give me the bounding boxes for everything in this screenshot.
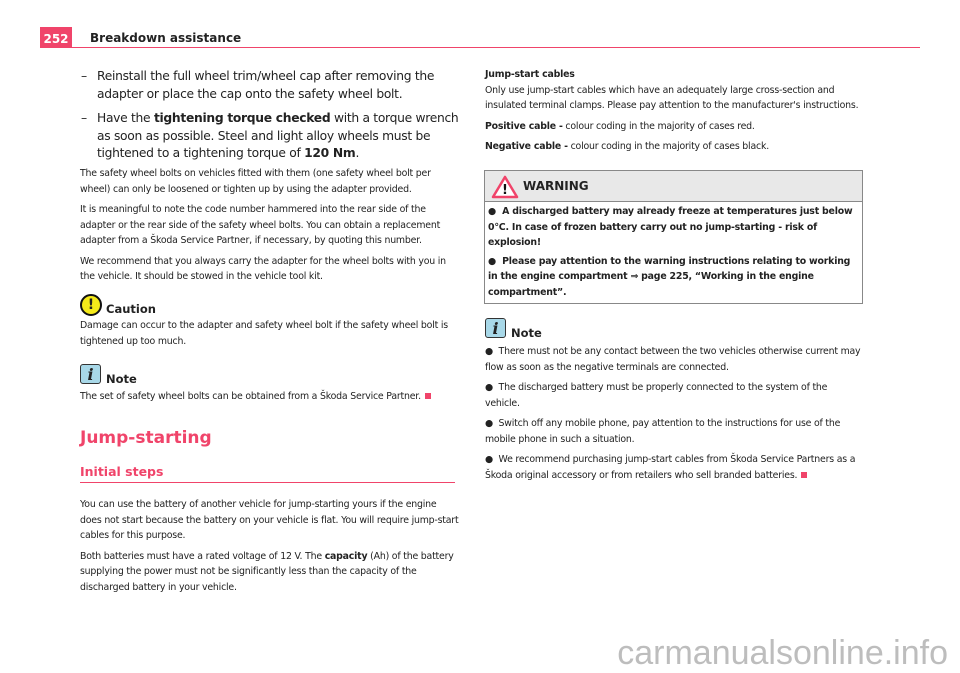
warning-text: Please pay attention to the warning instructions relating to working in the engine compartment (488, 255, 851, 282)
dash: – (81, 111, 87, 125)
end-mark (801, 472, 807, 478)
bullet-text: There must not be any contact between the two vehicles otherwise current may flow as soon as the negative terminals are connected. (485, 346, 861, 373)
paragraph: You can use the battery of another vehicle for jump-starting yours if the engine does not start because the battery on your vehicle is flat. You will require jump-start cables for this purpose. (80, 499, 459, 541)
bullet: ● (488, 255, 496, 267)
note-title: Note (106, 372, 137, 386)
right-lower-column (484, 170, 863, 488)
negative-label: Negative cable - (485, 141, 568, 152)
step-bold: tightening torque checked (153, 111, 331, 125)
list-item (485, 416, 863, 447)
warning-box (484, 170, 863, 304)
step-text: with a torque wrench as soon as possible. Steel and light alloy wheels must be tightened to a tightening torque of (97, 111, 459, 160)
bullet: ● (488, 206, 496, 217)
watermark: carmanualsonline.info (617, 634, 948, 672)
bullet: ● (485, 418, 493, 429)
bullet-text: The discharged battery must be properly connected to the system of the vehicle. (485, 382, 828, 409)
paragraph: We recommend that you always carry the adapter for the wheel bolts with you in the vehicle. It should be stowed in the vehicle tool kit. (80, 255, 446, 282)
bullet: ● (485, 346, 493, 357)
bold-term: capacity (324, 550, 368, 562)
note-bullets (484, 344, 863, 483)
step-item (81, 68, 462, 103)
positive-label: Positive cable - (485, 120, 563, 132)
step-text: Have the (97, 111, 154, 125)
step-text: Reinstall the full wheel trim/wheel cap after removing the adapter or place the cap onto the safety wheel bolt. (97, 69, 435, 101)
caution-title: Caution (106, 302, 156, 316)
info-icon: i (80, 364, 101, 384)
warning-body (485, 202, 862, 303)
subsection-rule (80, 482, 455, 483)
chapter-title: Breakdown assistance (90, 31, 242, 45)
warning-triangle-icon (491, 175, 519, 199)
bullet: ● (485, 382, 493, 393)
step-item (81, 110, 467, 163)
svg-text:!: ! (502, 183, 508, 198)
paragraph: The safety wheel bolts on vehicles fitted with them (one safety wheel bolt per wheel) can only be loosened or tighten up by using the adapter provided. (80, 168, 431, 195)
warning-header (485, 171, 862, 202)
caution-text: Damage can occur to the adapter and safety wheel bolt if the safety wheel bolt is tightened up too much. (80, 320, 448, 347)
right-note (484, 318, 863, 483)
list-item (485, 344, 863, 375)
note-title: Note (511, 326, 542, 340)
cables-title: Jump-start cables (485, 69, 575, 80)
page-reference-link[interactable]: ⇒ page 225, “Working in the engine compartment”. (488, 271, 814, 298)
paragraph (80, 549, 460, 596)
bullet: ● (485, 454, 493, 465)
text: (Ah) of the battery supplying the power must not be significantly less than the capacity of the discharged battery in your vehicle. (80, 550, 454, 593)
info-icon: i (485, 318, 506, 338)
header-rule (40, 47, 920, 48)
warning-title: WARNING (523, 179, 589, 193)
text: colour coding in the majority of cases red. (562, 120, 755, 132)
note-text (80, 389, 460, 405)
torque-value: 120 Nm (304, 146, 356, 160)
list-item (485, 380, 863, 411)
note-text-content: The set of safety wheel bolts can be obtained from a Škoda Service Partner. (80, 391, 421, 402)
bullet-text: Switch off any mobile phone, pay attention to the instructions for use of the mobile phone in such a situation. (485, 418, 841, 445)
intro-paragraphs (80, 166, 460, 290)
text: colour coding in the majority of cases black. (567, 141, 769, 152)
note-header (484, 318, 863, 342)
bullet-text: We recommend purchasing jump-start cables from Škoda Service Partners as a Škoda original accessory or from retailers who sell branded batteries. (485, 454, 856, 481)
page-number: 252 (40, 27, 72, 48)
text: Both batteries must have a rated voltage of 12 V. The (80, 550, 325, 562)
end-mark (425, 393, 431, 399)
subsection-title: Initial steps (80, 464, 164, 479)
list-item (485, 452, 863, 483)
step-text: . (355, 146, 360, 160)
paragraph: It is meaningful to note the code number hammered into the rear side of the adapter or the rear side of the safety wheel bolts. You can obtain a replacement adapter from a Škoda Service Partner, if necessary, by quoting this number. (80, 204, 441, 246)
paragraph: Only use jump-start cables which have an adequately large cross-section and insulated terminal clamps. Please pay attention to the manufacturer's instructions. (485, 84, 859, 111)
cables-section (485, 67, 863, 160)
section-title: Jump-starting (80, 428, 212, 448)
warning-text: A discharged battery may already freeze at temperatures just below 0°C. In case of frozen battery carry out no jump-starting - risk of explosion! (488, 206, 853, 248)
caution-icon: ! (80, 294, 102, 316)
jump-intro (80, 497, 460, 600)
dash: – (81, 69, 87, 83)
